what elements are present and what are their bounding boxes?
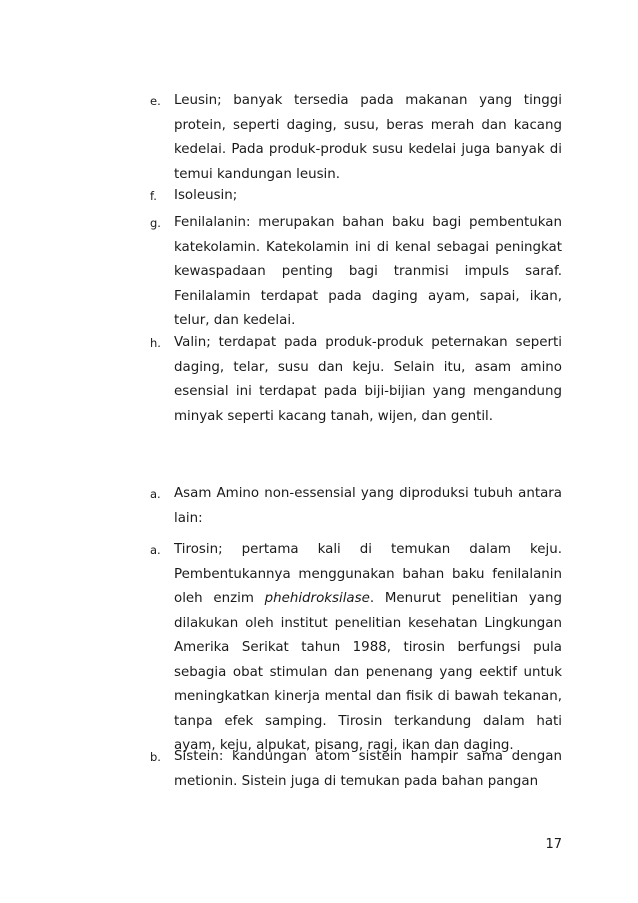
list-item-text: Sistein: kandungan atom sistein hampir sama dengan metionin. Sistein juga di temukan pada bahan pangan [174, 749, 562, 789]
list-item-text: Asam Amino non-essensial yang diproduksi tubuh antara lain: [174, 486, 562, 526]
list-item-sistein [150, 745, 562, 794]
list-marker: f. [150, 189, 157, 203]
list-item-text: Isoleusin; [174, 188, 238, 203]
list-marker: h. [150, 336, 161, 350]
list-item-fenilalanin [150, 211, 562, 334]
list-marker: e. [150, 94, 161, 108]
list-marker: a. [150, 543, 161, 557]
list-item-valin [150, 331, 562, 429]
list-item-text: Fenilalanin: merupakan bahan baku bagi pembentukan katekolamin. Katekolamin ini di kenal sebagai peningkat kewaspadaan penting bagi tranmisi impuls saraf. Fenilalamin terdapat pada daging ayam, sapai, ikan, telur, dan kedelai. [174, 215, 562, 328]
list-item-text: Valin; terdapat pada produk-produk peternakan seperti daging, telar, susu dan keju. Selain itu, asam amino esensial ini terdapat pada biji-bijian yang mengandung minyak seperti kacang tanah, wijen, dan gentil. [174, 335, 562, 424]
list-marker: g. [150, 216, 161, 230]
list-item-isoleusin [150, 184, 562, 209]
list-marker: b. [150, 750, 161, 764]
list-item-text: Leusin; banyak tersedia pada makanan yang tinggi protein, seperti daging, susu, beras merah dan kacang kedelai. Pada produk-produk susu kedelai juga banyak di temui kandungan leusin. [174, 93, 562, 182]
list-item-tirosin [150, 538, 562, 759]
list-item-text [174, 538, 562, 759]
list-item-leusin [150, 89, 562, 187]
text-segment: . Menurut penelitian yang dilakukan oleh institut penelitian kesehatan Lingkungan Amerika Serikat tahun 1988, tirosin berfungsi pula sebagia obat stimulan dan penenang yang eektif untuk meningkatkan kinerja mental dan fisik di bawah tekanan, tanpa efek samping. Tirosin terkandung dalam hati ayam, keju, alpukat, pisang, ragi, ikan dan daging. [174, 591, 563, 753]
text-segment: Tirosin; pertama kali di temukan dalam keju. Pembentukannya menggunakan bahan baku fenilalanin oleh enzim [174, 542, 562, 606]
page-number: 17 [545, 837, 562, 852]
italic-term: phehidroksilase [264, 591, 370, 606]
list-item-non-essensial [150, 482, 562, 531]
list-marker: a. [150, 487, 161, 501]
